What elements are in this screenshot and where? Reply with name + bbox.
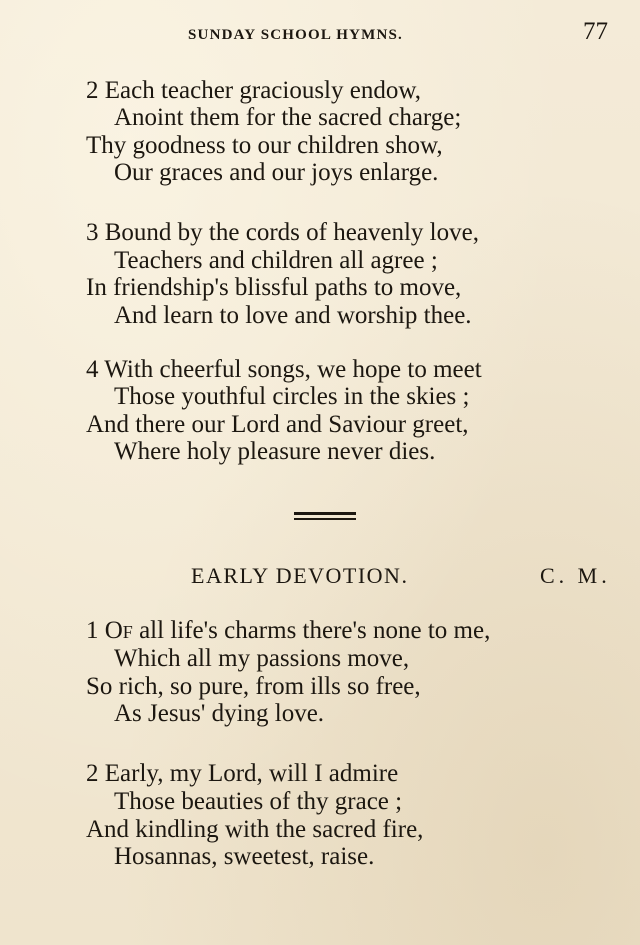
stanza-line-rest: all life's charms there's none to me, — [132, 617, 491, 644]
divider-rule-bottom — [294, 518, 356, 520]
devotion-stanza-1-line-3: So rich, so pure, from ills so free, — [86, 673, 421, 700]
section-divider — [294, 512, 356, 522]
stanza-3-line-3: In friendship's blissful paths to move, — [86, 274, 462, 301]
stanza-4-line-4: Where holy pleasure never dies. — [114, 438, 436, 465]
stanza-3-line-4: And learn to love and worship thee. — [114, 302, 472, 329]
stanza-3-line-2: Teachers and children all agree ; — [114, 247, 438, 274]
devotion-stanza-2-line-4: Hosannas, sweetest, raise. — [114, 843, 375, 870]
stanza-first-word: Of — [104, 617, 133, 644]
stanza-4-line-1: 4 With cheerful songs, we hope to meet — [86, 356, 482, 383]
stanza-2-line-1: 2 Each teacher graciously endow, — [86, 77, 422, 104]
stanza-3-line-1: 3 Bound by the cords of heavenly love, — [86, 219, 479, 246]
stanza-number: 1 — [86, 617, 99, 644]
devotion-stanza-1-line-4: As Jesus' dying love. — [114, 700, 325, 727]
devotion-stanza-1-line-1 — [86, 617, 490, 645]
stanza-2-line-2: Anoint them for the sacred charge; — [114, 104, 462, 131]
devotion-stanza-1-line-2: Which all my passions move, — [114, 645, 410, 672]
devotion-stanza-2-line-1: 2 Early, my Lord, will I admire — [86, 760, 399, 787]
stanza-2-line-4: Our graces and our joys enlarge. — [114, 159, 439, 186]
devotion-stanza-2-line-2: Those beauties of thy grace ; — [114, 788, 403, 815]
hymn-title: EARLY DEVOTION. — [191, 563, 409, 588]
divider-rule-top — [294, 512, 356, 515]
running-head: SUNDAY SCHOOL HYMNS. — [188, 27, 404, 43]
hymn-meter: C. M. — [540, 563, 611, 588]
devotion-stanza-2-line-3: And kindling with the sacred fire, — [86, 816, 424, 843]
stanza-4-line-3: And there our Lord and Saviour greet, — [86, 411, 469, 438]
stanza-2-line-3: Thy goodness to our children show, — [86, 132, 443, 159]
stanza-4-line-2: Those youthful circles in the skies ; — [114, 383, 470, 410]
page-number: 77 — [583, 18, 608, 45]
